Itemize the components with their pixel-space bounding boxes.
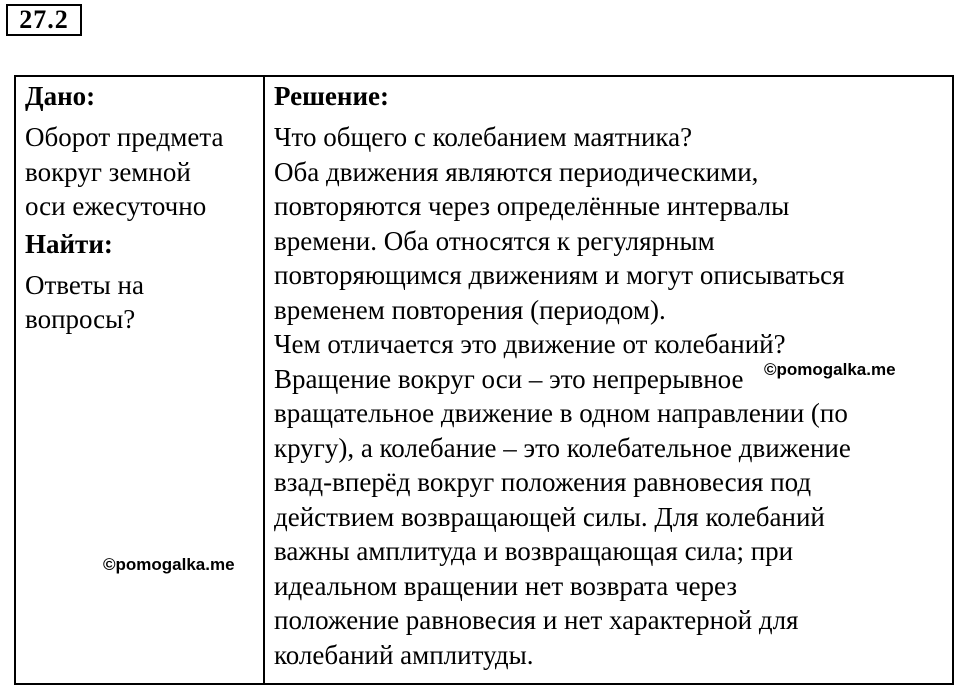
- watermark-left: ©pomogalka.me: [103, 555, 235, 574]
- given-heading: Дано:: [25, 81, 96, 111]
- solution-table: [14, 75, 954, 685]
- solution-text: Что общего с колебанием маятника? Оба движения являются периодическими, повторяются через определённые интервалы времени. Оба относятся к регулярным повторяющимся движениям и могут описываться временем повторения (периодом). Чем отличается это движение от колебаний? Вращение вокруг оси – это непрерывное вращательное движение в одном направлении (по кругу), а колебание – это колебательное движение взад-вперёд вокруг положения равновесия под действием возвращающей силы. Для колебаний важны амплитуда и возвращающая сила; при идеальном вращении нет возврата через положение равновесия и нет характерной для колебаний амплитуды.: [274, 122, 851, 670]
- watermark-right: ©pomogalka.me: [764, 360, 896, 379]
- solution-heading: Решение:: [274, 81, 389, 111]
- given-column: [25, 79, 261, 337]
- given-text: Оборот предмета вокруг земной оси ежесуточно: [25, 122, 224, 221]
- problem-number: 27.2: [6, 4, 82, 36]
- find-heading: Найти:: [25, 228, 113, 259]
- column-divider: [263, 77, 265, 683]
- find-text: Ответы на вопросы?: [25, 269, 144, 334]
